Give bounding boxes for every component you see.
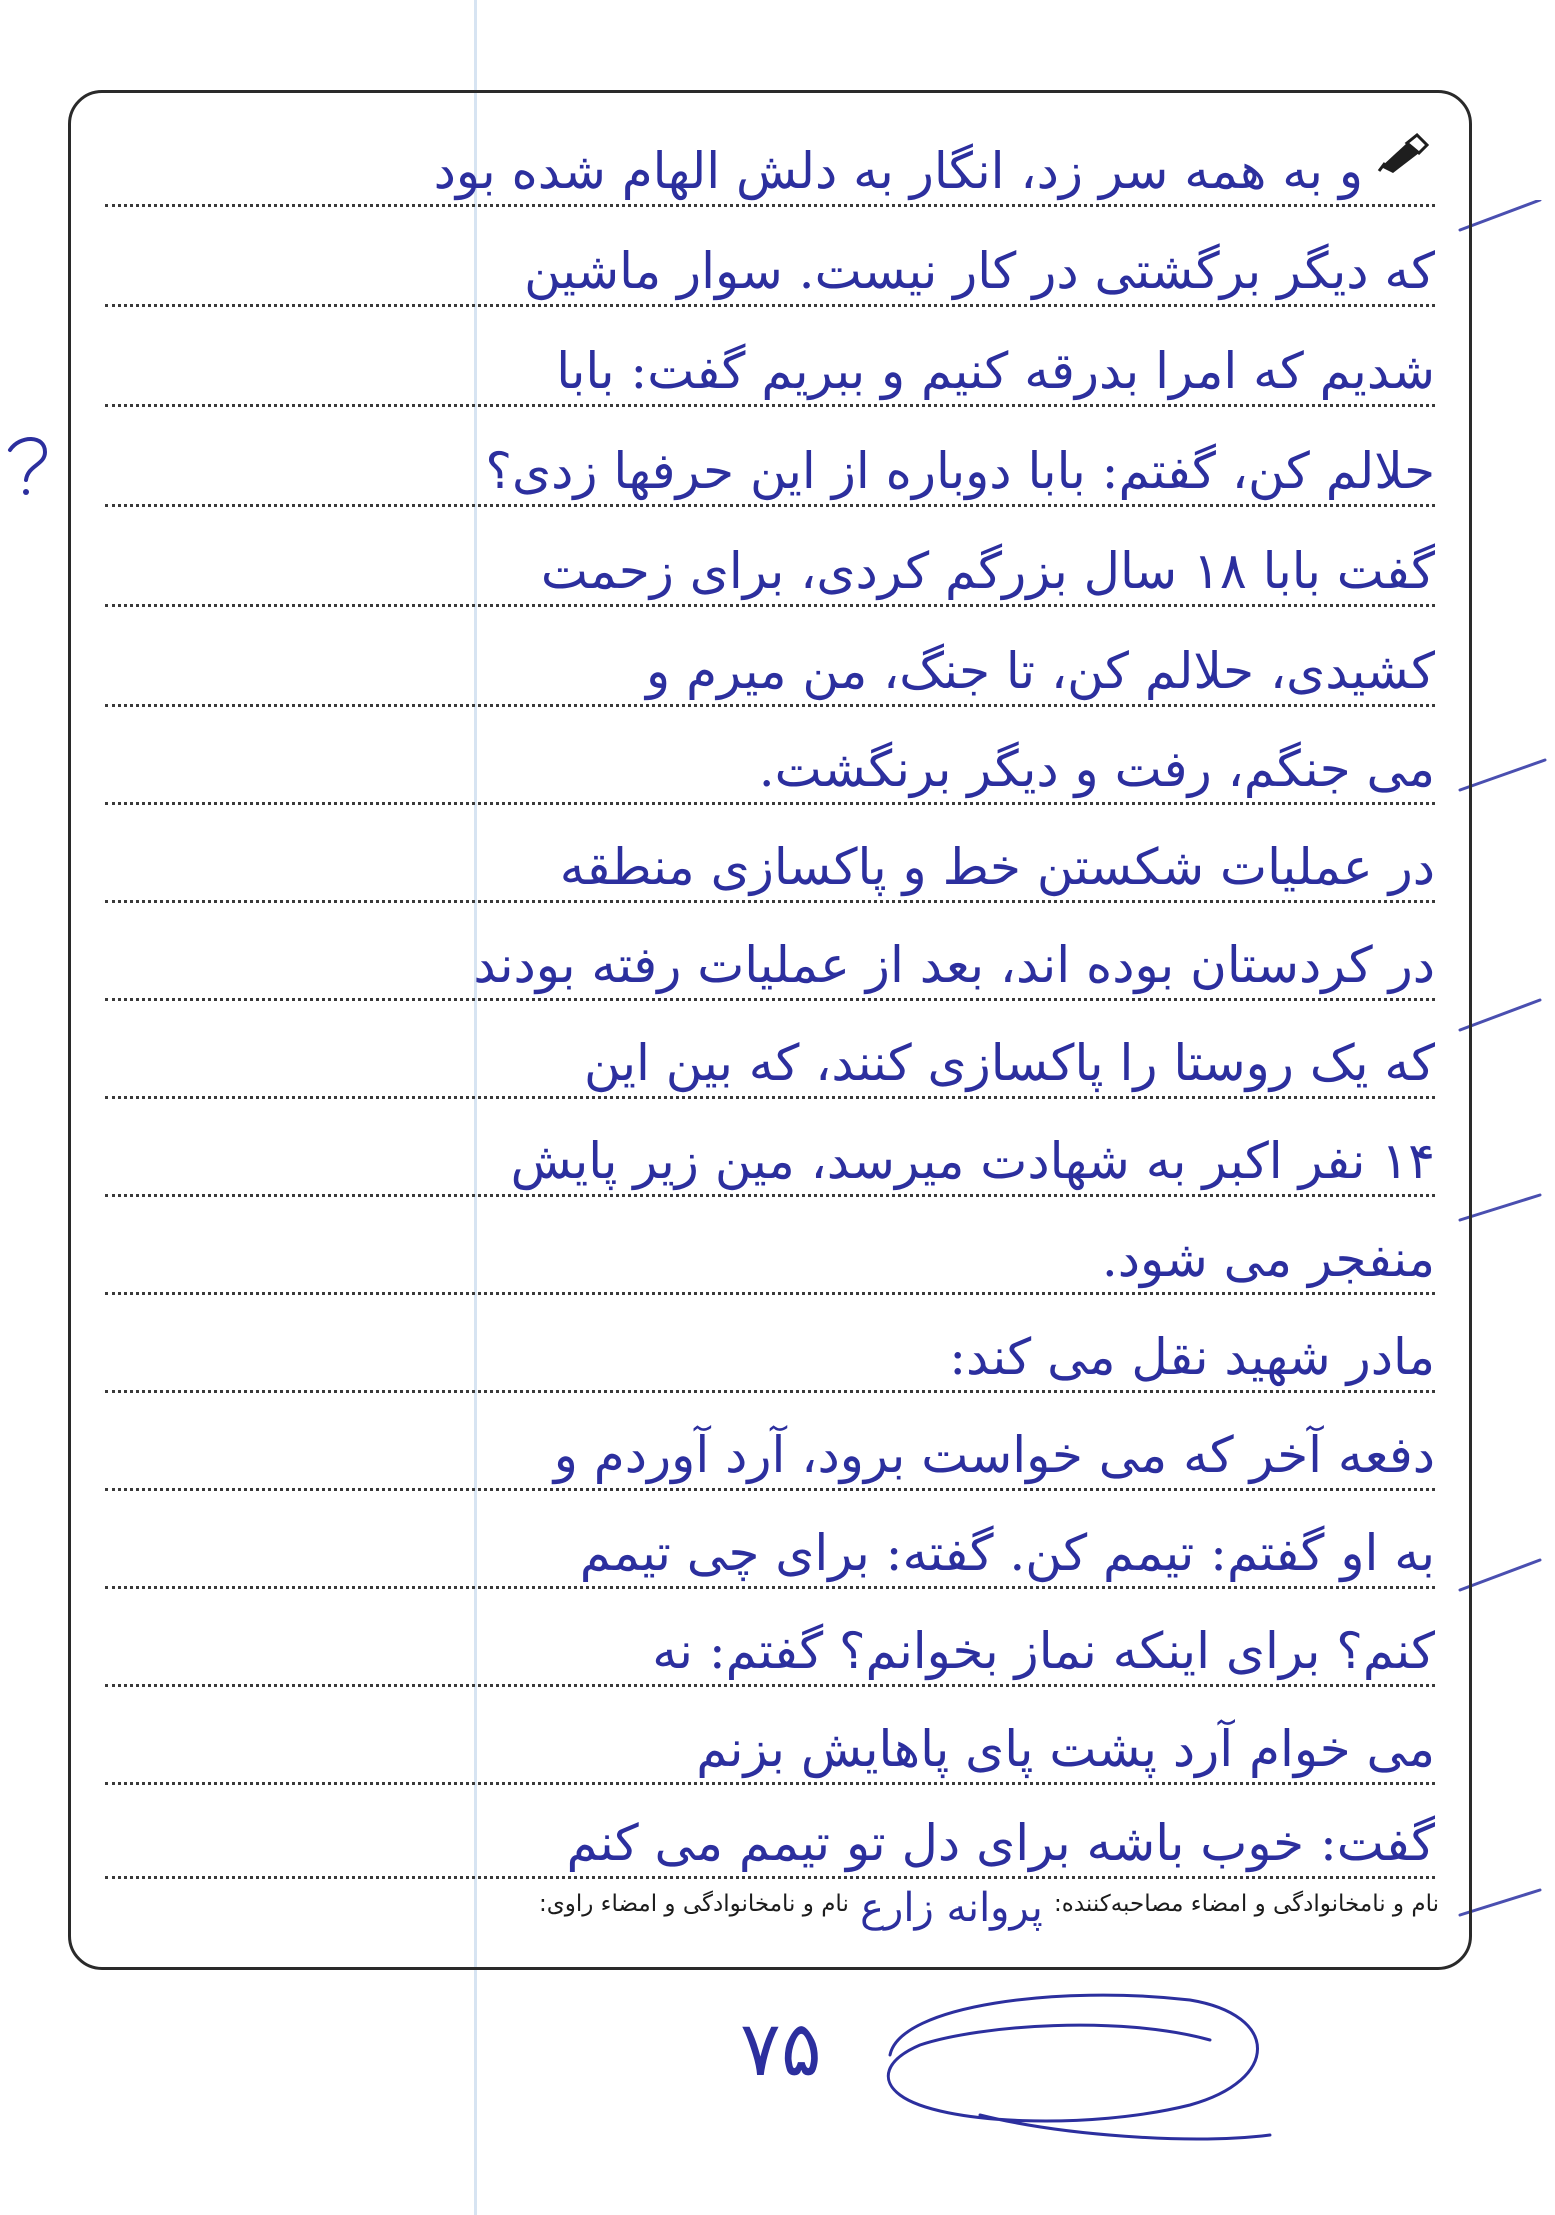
lined-form-frame [68, 90, 1472, 1970]
dotted-rule [105, 1876, 1435, 1879]
interviewer-signature: پروانه زارع [860, 1885, 1043, 1931]
text-line [105, 1405, 1435, 1509]
handwritten-text: شدیم که امرا بدرقه کنیم و ببریم گفت: بابا [556, 342, 1435, 400]
handwritten-text: کنم؟ برای اینکه نماز بخوانم؟ گفتم: نه [652, 1622, 1435, 1680]
dotted-rule [105, 704, 1435, 707]
dotted-rule [105, 998, 1435, 1001]
dotted-rule [105, 204, 1435, 207]
text-line [105, 321, 1435, 425]
text-line [105, 1503, 1435, 1607]
handwritten-text: منفجر می شود. [1101, 1230, 1435, 1288]
handwritten-text: به او گفتم: تیمم کن. گفته: برای چی تیمم [579, 1524, 1435, 1582]
handwritten-text: کشیدی، حلالم کن، تا جنگ، من میرم و [646, 642, 1435, 700]
dotted-rule [105, 404, 1435, 407]
dotted-rule [105, 1586, 1435, 1589]
text-line [105, 621, 1435, 725]
handwritten-text: دفعه آخر که می خواست برود، آرد آوردم و [553, 1426, 1435, 1484]
handwritten-text: می خوام آرد پشت پای پاهایش بزنم [696, 1720, 1435, 1778]
text-line [105, 1793, 1435, 1897]
dotted-rule [105, 1782, 1435, 1785]
handwritten-text: ۱۴ نفر اکبر به شهادت میرسد، مین زیر پایش [510, 1132, 1435, 1190]
signature-footer [101, 1885, 1439, 1931]
dotted-rule [105, 1194, 1435, 1197]
text-line [105, 221, 1435, 325]
handwritten-text: گفت بابا ۱۸ سال بزرگم کردی، برای زحمت [540, 542, 1435, 600]
handwritten-text: در کردستان بوده اند، بعد از عملیات رفته بودند [473, 936, 1435, 994]
handwritten-text: می جنگم، رفت و دیگر برنگشت. [758, 740, 1435, 798]
handwritten-text: که یک روستا را پاکسازی کنند، که بین این [584, 1034, 1435, 1092]
text-line [105, 1111, 1435, 1215]
handwritten-text: مادر شهید نقل می کند: [949, 1328, 1435, 1386]
text-line [105, 521, 1435, 625]
dotted-rule [105, 304, 1435, 307]
text-line [105, 1209, 1435, 1313]
dotted-rule [105, 1390, 1435, 1393]
interviewer-label: نام و نامخانوادگی و امضاء مصاحبه‌کننده: [1054, 1891, 1439, 1917]
handwritten-text: گفت: خوب باشه برای دل تو تیمم می کنم [566, 1814, 1435, 1872]
text-line [105, 421, 1435, 525]
dotted-rule [105, 802, 1435, 805]
oval-signature-mark [860, 1985, 1290, 2150]
handwritten-text: حلالم کن، گفتم: بابا دوباره از این حرفها زدی؟ [485, 442, 1435, 500]
handwritten-text: و به همه سر زد، انگار به دلش الهام شده بود [433, 142, 1363, 200]
handwritten-text: در عملیات شکستن خط و پاکسازی منطقه [559, 838, 1435, 896]
text-line [105, 1013, 1435, 1117]
text-line [105, 1699, 1435, 1803]
narrator-label: نام و نامخانوادگی و امضاء راوی: [538, 1891, 849, 1917]
handwritten-text: که دیگر برگشتی در کار نیست. سوار ماشین [524, 242, 1435, 300]
dotted-rule [105, 1684, 1435, 1687]
text-line [105, 817, 1435, 921]
dotted-rule [105, 604, 1435, 607]
dotted-rule [105, 1292, 1435, 1295]
text-line [105, 1601, 1435, 1705]
dotted-rule [105, 900, 1435, 903]
text-line [105, 121, 1435, 225]
page-number: ۷۵ [740, 2004, 822, 2093]
dotted-rule [105, 504, 1435, 507]
text-line [105, 1307, 1435, 1411]
handwritten-lines [71, 93, 1469, 1967]
text-line [105, 719, 1435, 823]
dotted-rule [105, 1488, 1435, 1491]
left-question-mark [0, 430, 60, 500]
dotted-rule [105, 1096, 1435, 1099]
text-line [105, 915, 1435, 1019]
